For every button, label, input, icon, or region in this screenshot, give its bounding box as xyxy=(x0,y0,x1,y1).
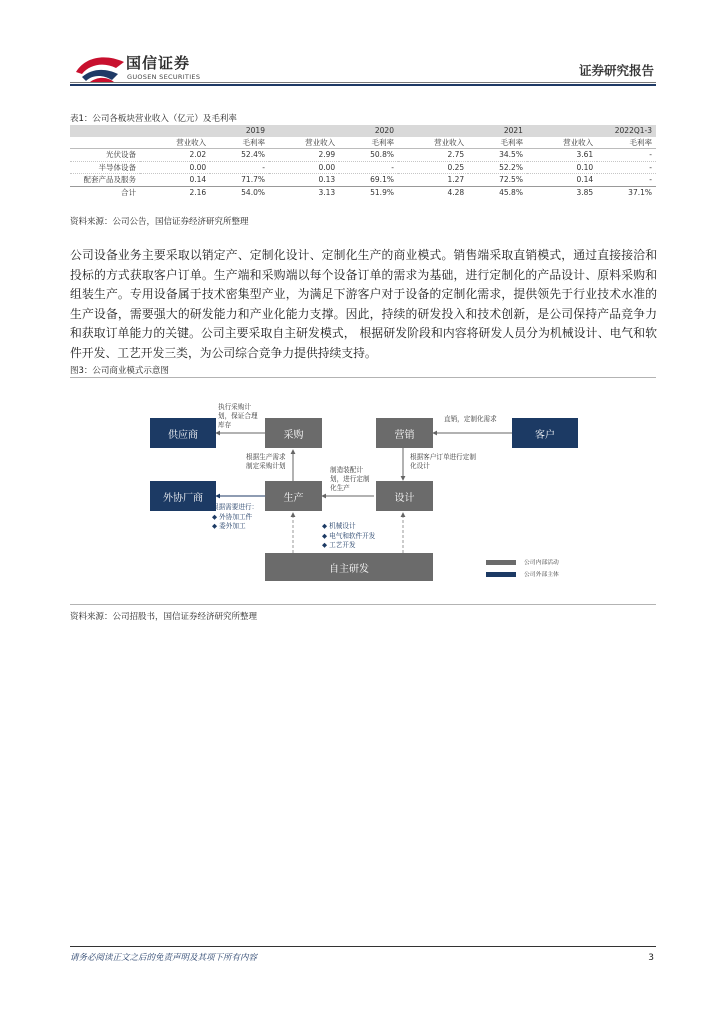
footer-divider xyxy=(70,946,656,947)
figure-bottom-divider xyxy=(70,604,656,605)
legend-internal-swatch xyxy=(486,560,516,565)
subheader: 营业收入 xyxy=(269,137,339,149)
subheader: 毛利率 xyxy=(210,137,269,149)
outsource-notes xyxy=(212,503,258,532)
report-type-label: 证券研究报告 xyxy=(578,63,654,78)
customer-box: 客户 xyxy=(512,418,578,448)
year-2019: 2019 xyxy=(140,125,269,137)
page-number: 3 xyxy=(648,953,654,963)
note-purchase-plan: 执行采购计划，保证合理库存 xyxy=(218,403,258,429)
purchasing-box: 采购 xyxy=(265,418,322,448)
table-corner-cell xyxy=(70,125,140,137)
rnd-notes xyxy=(322,522,375,551)
subheader: 营业收入 xyxy=(527,137,597,149)
design-box: 设计 xyxy=(376,481,433,511)
subheader: 毛利率 xyxy=(468,137,527,149)
table-row: 配套产品及服务 0.14 71.7% 0.13 69.1% 1.27 72.5% 0.14 - xyxy=(70,174,656,187)
subheader: 营业收入 xyxy=(140,137,210,149)
note-design-to-production: 制造装配计划，进行定制化生产 xyxy=(330,466,370,492)
year-2021: 2021 xyxy=(398,125,527,137)
table-year-header-row xyxy=(70,125,656,137)
business-model-paragraph: 公司设备业务主要采取以销定产、定制化设计、定制化生产的商业模式。销售端采取直销模式，通过直接接洽和投标的方式获取客户订单。生产端和采购端以每个设备订单的需求为基础，进行定制化的产品设计、原料采购和组装生产。专用设备属于技术密集型产业，为满足下游客户对于设备的定制化需求，提供领先于行业技术水准的生产设备，需要强大的研发能力和产业化能力支撑。因此，持续的研发投入和技术创新，是公司保持产品竞争力和获取订单能力的关键。公司主要采取自主研发模式， 根据研发阶段和内容将研发人员分为机械设计、电气和软件开发、工艺开发三类，为公司综合竞争力提供持续支持。 xyxy=(70,248,657,360)
revenue-table xyxy=(70,125,656,198)
header-divider xyxy=(70,82,656,83)
legend-external-label: 公司外部主体 xyxy=(524,572,559,578)
outsource-item: ◆ 委外加工 xyxy=(212,522,246,530)
subheader: 营业收入 xyxy=(398,137,468,149)
row-label: 配套产品及服务 xyxy=(70,174,140,187)
figure-title: 图3：公司商业模式示意图 xyxy=(70,366,169,376)
table-row: 半导体设备 0.00 - 0.00 - 0.25 52.2% 0.10 - xyxy=(70,161,656,174)
rnd-box: 自主研发 xyxy=(265,553,433,581)
legend-external-swatch xyxy=(486,572,516,577)
subheader: 毛利率 xyxy=(597,137,656,149)
disclaimer-note: 请务必阅读正文之后的免责声明及其项下所有内容 xyxy=(70,953,258,963)
year-2022q1-3: 2022Q1-3 xyxy=(527,125,656,137)
table-row: 光伏设备 2.02 52.4% 2.99 50.8% 2.75 34.5% 3.61 - xyxy=(70,149,656,162)
row-label: 合计 xyxy=(70,186,140,198)
table-source-note: 资料来源：公司公告，国信证券经济研究所整理 xyxy=(70,217,249,227)
supplier-box: 供应商 xyxy=(150,418,216,448)
outsource-box: 外协厂商 xyxy=(150,481,216,511)
figure-top-divider xyxy=(70,377,656,378)
logo-english-name: GUOSEN SECURITIES xyxy=(127,73,201,81)
outsource-item: ◆ 外协加工件 xyxy=(212,512,253,521)
table-title: 表1：公司各板块营业收入（亿元）及毛利率 xyxy=(70,114,237,124)
rnd-item: ◆ 机械设计 xyxy=(322,522,356,530)
figure-source-note: 资料来源：公司招股书，国信证券经济研究所整理 xyxy=(70,612,258,622)
sales-box: 营销 xyxy=(376,418,433,448)
note-production-plan: 根据生产需求制定采购计划 xyxy=(246,453,286,470)
note-order-design: 根据客户订单进行定制化设计 xyxy=(410,453,476,470)
row-label: 半导体设备 xyxy=(70,161,140,174)
production-box: 生产 xyxy=(265,481,322,511)
subheader: 毛利率 xyxy=(339,137,398,149)
legend-internal-label: 公司内部活动 xyxy=(524,560,559,566)
outsource-notes-head: 根据需要进行： xyxy=(212,503,259,511)
rnd-item: ◆ 电气和软件开发 xyxy=(322,531,376,540)
header-divider-accent xyxy=(70,84,656,86)
note-customer-requirement: 直销，定制化需求 xyxy=(444,415,497,423)
rnd-item: ◆ 工艺开发 xyxy=(322,541,356,549)
year-2020: 2020 xyxy=(269,125,398,137)
table-subheader-row xyxy=(70,137,656,149)
row-label: 光伏设备 xyxy=(70,149,140,162)
table-total-row: 合计 2.16 54.0% 3.13 51.9% 4.28 45.8% 3.85 37.1% xyxy=(70,186,656,198)
logo-chinese-name: 国信证券 xyxy=(126,54,191,72)
